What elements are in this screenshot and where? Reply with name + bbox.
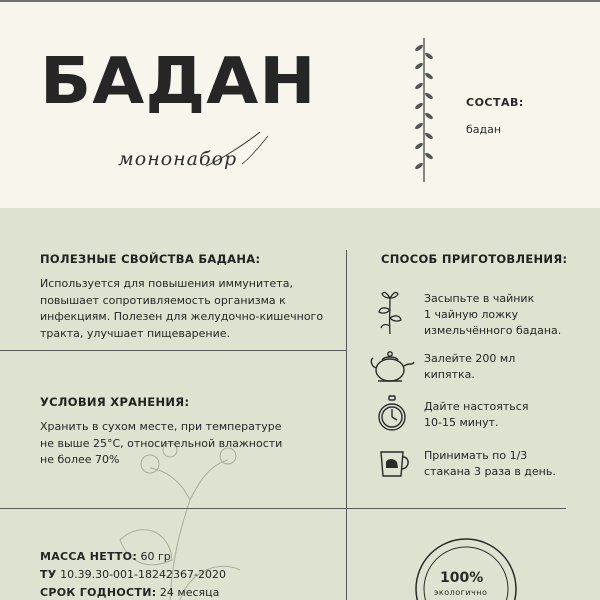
shelf-life	[40, 586, 219, 599]
product-subtitle: мононабор	[118, 148, 238, 170]
prep-step-2	[424, 351, 515, 383]
storage-text	[40, 419, 282, 469]
teapot-icon	[368, 348, 416, 386]
prep-step-1	[424, 291, 561, 339]
benefits-text	[40, 276, 323, 342]
prep-step-line: Принимать по 1/3	[424, 449, 528, 462]
shelf-life-label: СРОК ГОДНОСТИ:	[40, 586, 157, 599]
composition-value: бадан	[466, 123, 502, 136]
shelf-life-value: 24 месяца	[159, 586, 220, 599]
net-weight-value: 60 гр	[140, 550, 171, 563]
prep-step-3	[424, 399, 528, 431]
stopwatch-icon	[376, 395, 408, 433]
prep-step-line: Дайте настояться	[424, 400, 529, 413]
prep-step-line: 10-15 минут.	[424, 416, 499, 429]
tech-spec-value: 10.39.30-001-18242367-2020	[60, 568, 226, 581]
twig-icon	[412, 36, 436, 186]
storage-line: не более 70%	[40, 453, 120, 466]
prep-step-line: Засыпьте в чайник	[424, 292, 535, 305]
product-title: БАДАН	[40, 45, 317, 119]
mug-icon	[377, 448, 413, 480]
eco-badge-percent: 100%	[440, 570, 484, 586]
prep-step-line: стакана 3 раза в день.	[424, 465, 556, 478]
storage-line: Хранить в сухом месте, при температуре	[40, 420, 282, 433]
storage-line: не выше 25°С, относительной влажности	[40, 436, 283, 450]
section-divider	[0, 508, 566, 509]
net-weight	[40, 550, 171, 563]
prep-step-line: Залейте 200 мл	[424, 352, 516, 365]
preparation-heading: СПОСОБ ПРИГОТОВЛЕНИЯ:	[381, 252, 568, 266]
tech-spec-label: ТУ	[40, 568, 57, 581]
benefits-line: Используется для повышения иммунитета,	[40, 277, 293, 290]
column-divider	[346, 250, 347, 600]
prep-step-4	[424, 448, 556, 480]
eco-badge-text: экологично	[434, 588, 488, 597]
herb-sprig-icon	[374, 288, 406, 336]
benefits-line: повышает сопротивляемость организма к	[40, 293, 286, 307]
prep-step-line: кипятка.	[424, 368, 475, 381]
benefits-heading: ПОЛЕЗНЫЕ СВОЙСТВА БАДАНА:	[40, 252, 261, 266]
section-divider	[0, 350, 346, 351]
benefits-line: тракта, улучшает пищеварение.	[40, 326, 230, 340]
tech-spec	[40, 568, 226, 581]
prep-step-line: измельчённого бадана.	[424, 324, 562, 337]
storage-heading: УСЛОВИЯ ХРАНЕНИЯ:	[40, 395, 190, 409]
benefits-line: инфекциям. Полезен для желудочно-кишечного	[40, 310, 324, 323]
prep-step-line: 1 чайную ложку	[424, 308, 519, 321]
net-weight-label: МАССА НЕТТО:	[40, 550, 138, 563]
composition-heading: СОСТАВ:	[466, 96, 524, 109]
